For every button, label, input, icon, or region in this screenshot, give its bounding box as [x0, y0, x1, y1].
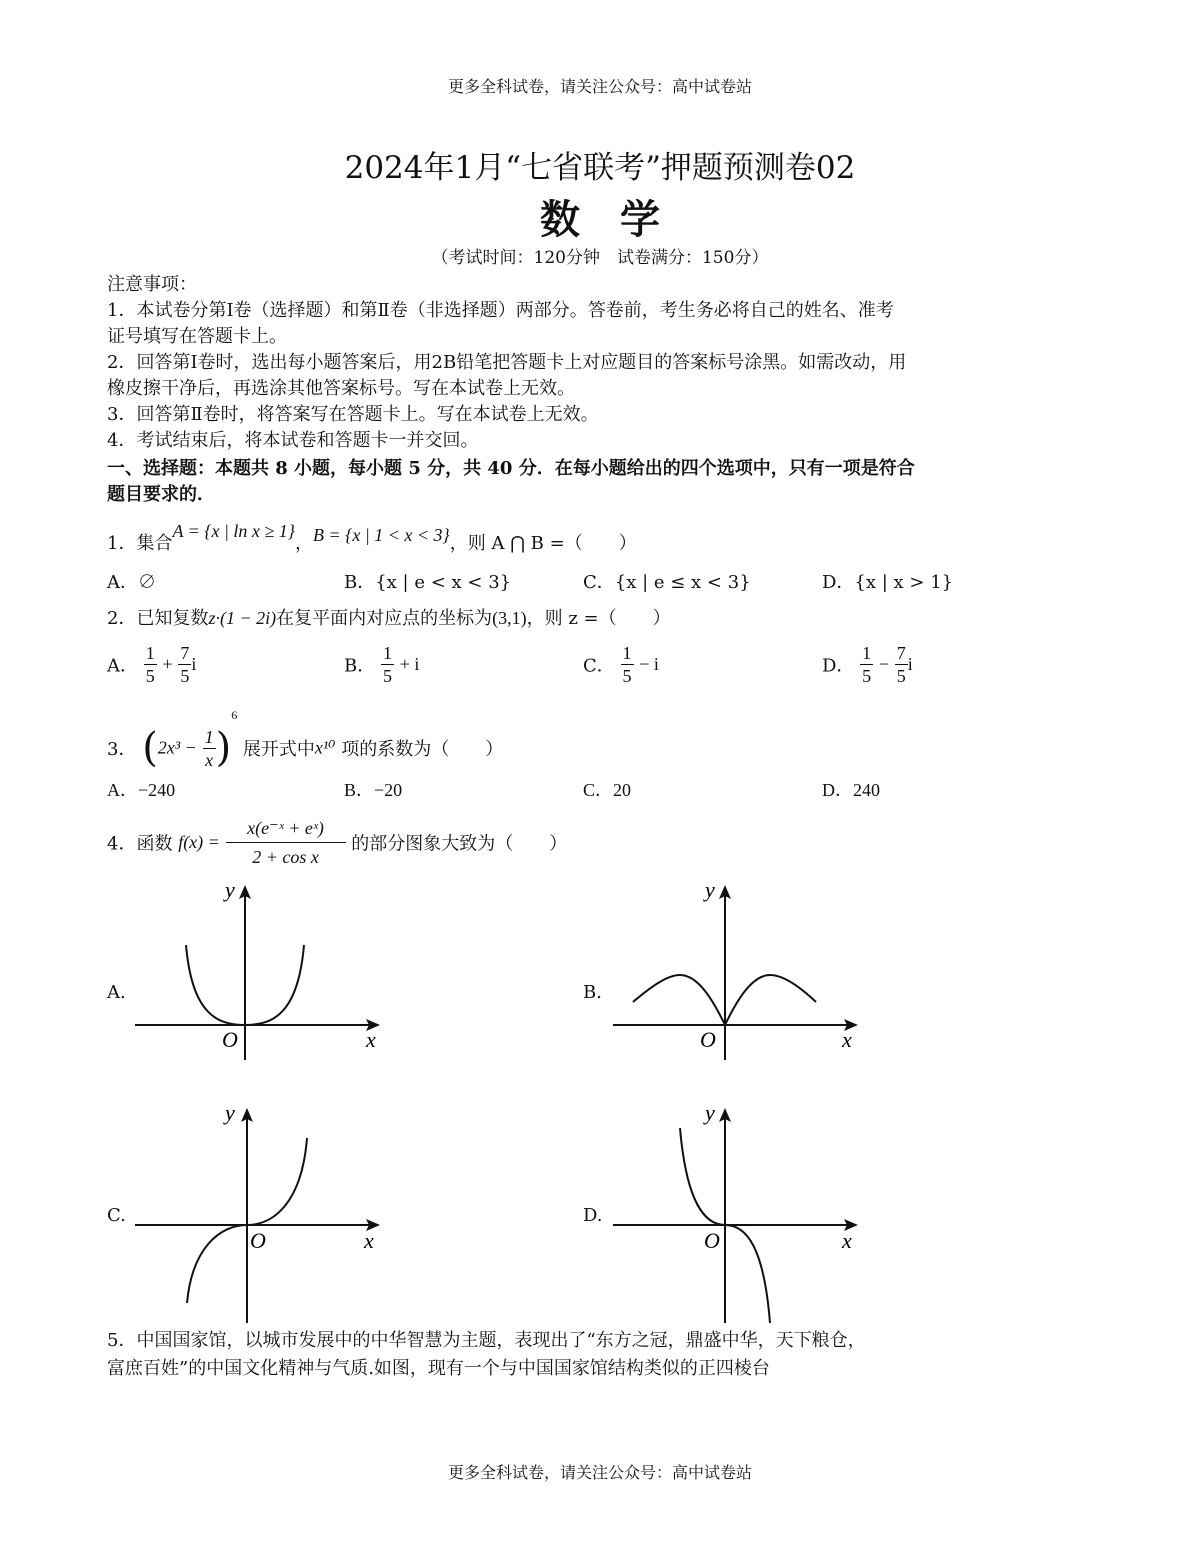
graph-d-label: D. [583, 1205, 603, 1226]
note-line: 证号填写在答题卡上。 [107, 326, 287, 347]
q1-prefix: 1．集合 [107, 533, 173, 554]
q2-point: (3,1) [492, 608, 527, 628]
q3-option-a: A．−240 [107, 780, 176, 800]
exam-title: 2024年1月“七省联考”押题预测卷02 [344, 150, 856, 186]
note-line: 3．回答第Ⅱ卷时，将答案写在答题卡上。写在本试卷上无效。 [107, 404, 599, 425]
question-1 [107, 521, 637, 557]
graph-b [608, 875, 868, 1065]
question-3: 3． (2x³ − $\frac{1}{x}$ )$^6$ 展开式中x¹⁰ 项的系数为（ ） [107, 708, 504, 771]
y-label: y [225, 877, 235, 902]
q1-option-b: B．{x | e < x < 3} [344, 572, 512, 593]
q3-option-d: D．240 [822, 780, 880, 800]
question-5-line: 富庶百姓”的中国文化精神与气质.如图，现有一个与中国国家馆结构类似的正四棱台 [107, 1358, 770, 1379]
q1-comma: ， [294, 533, 313, 554]
q2-option-b: B． $\frac{1}{5}$ + i [344, 643, 420, 686]
page-header: 更多全科试卷，请关注公众号：高中试卷站 [447, 77, 752, 96]
y-label: y [225, 1100, 235, 1125]
note-line: 4．考试结束后，将本试卷和答题卡一并交回。 [107, 430, 479, 451]
page-footer: 更多全科试卷，请关注公众号：高中试卷站 [447, 1463, 752, 1482]
q2-mid: 在复平面内对应点的坐标为 [276, 608, 493, 629]
origin-label: O [250, 1228, 266, 1253]
note-line: 1．本试卷分第Ⅰ卷（选择题）和第Ⅱ卷（非选择题）两部分。答卷前，考生务必将自己的姓名、准考 [107, 300, 894, 321]
notes-heading: 注意事项： [107, 274, 197, 295]
q2-option-d: D． $\frac{1}{5}$ − $\frac{7}{5}$ i [822, 643, 913, 686]
graph-c-label: C. [107, 1205, 126, 1226]
x-label: x [842, 1228, 852, 1253]
note-line: 橡皮擦干净后，再选涂其他答案标号。写在本试卷上无效。 [107, 378, 575, 399]
q1-set-a: A = {x | ln x ≥ 1} [172, 521, 295, 541]
section-heading: 一、选择题：本题共 8 小题，每小题 5 分，共 40 分．在每小题给出的四个选项中，只有一项是符合 [107, 458, 915, 479]
q2-expr: z·(1 − 2i) [208, 608, 277, 628]
question-5-line: 5．中国国家馆，以城市发展中的中华智慧为主题，表现出了“东方之冠，鼎盛中华，天下粮仓， [107, 1330, 866, 1351]
graph-a-label: A. [107, 982, 126, 1003]
x-label: x [842, 1027, 852, 1052]
q1-option-c: C．{x | e ≤ x < 3} [583, 572, 751, 593]
question-4: 4．函数 f(x) = $\frac{\text{x(e⁻ˣ + eˣ)}}{\text{2 + cos x}}$ 的部分图象大致为（ ） [107, 814, 567, 871]
note-line: 2．回答第Ⅰ卷时，选出每小题答案后，用2B铅笔把答题卡上对应题目的答案标号涂黑。如需改动，用 [107, 352, 907, 373]
q2-option-a: A． $\frac{1}{5}$ + $\frac{7}{5}$ i [107, 643, 197, 686]
graph-d [608, 1098, 868, 1328]
exam-info: （考试时间：120分钟 试卷满分：150分） [431, 248, 769, 268]
q2-option-c: C． $\frac{1}{5}$ − i [583, 643, 659, 686]
question-2 [107, 605, 671, 632]
y-label: y [705, 877, 715, 902]
subject-title: 数学 [540, 196, 700, 243]
q2-prefix: 2．已知复数 [107, 608, 209, 629]
graph-b-label: B. [583, 982, 602, 1003]
q2-suffix: ，则 z =（ ） [526, 608, 671, 629]
y-label: y [705, 1100, 715, 1125]
section-heading: 题目要求的． [107, 484, 215, 505]
origin-label: O [704, 1228, 720, 1253]
origin-label: O [700, 1027, 716, 1052]
q1-option-d: D．{x | x > 1} [822, 572, 954, 593]
q3-option-c: C．20 [583, 780, 632, 800]
q1-option-a: A．∅ [107, 572, 156, 593]
q1-suffix: ，则 A ⋂ B =（ ） [449, 533, 637, 554]
q3-option-b: B．−20 [344, 780, 403, 800]
x-label: x [366, 1027, 376, 1052]
origin-label: O [222, 1027, 238, 1052]
q1-set-b: B = {x | 1 < x < 3} [312, 525, 450, 545]
x-label: x [364, 1228, 374, 1253]
graph-a [130, 875, 390, 1065]
graph-c [130, 1098, 390, 1328]
